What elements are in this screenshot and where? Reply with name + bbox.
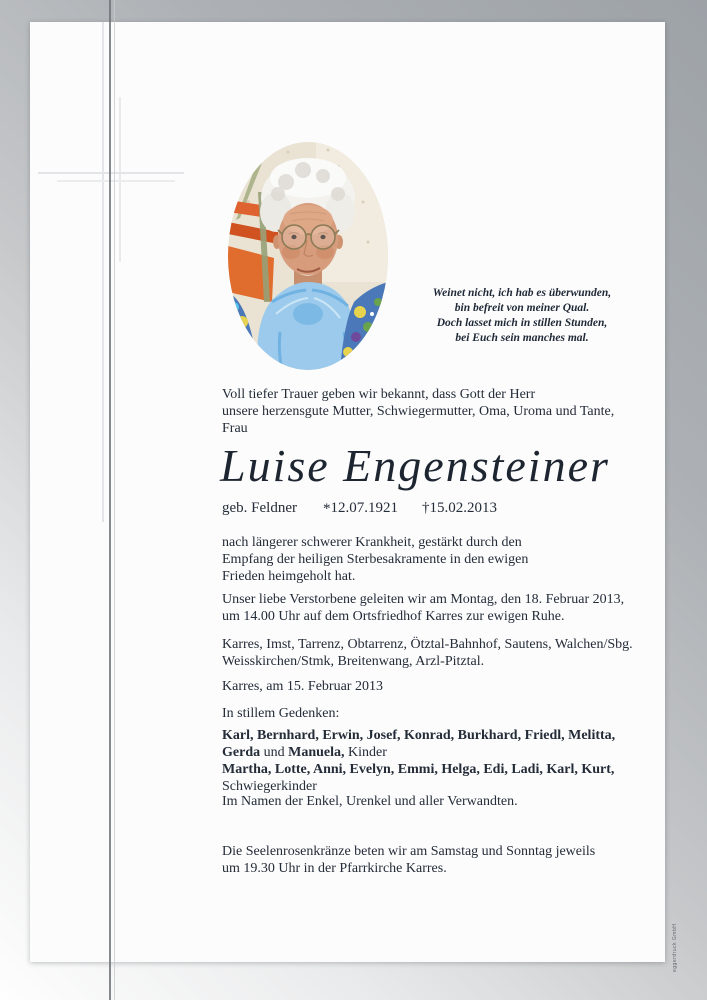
poem-line: bin befreit von meiner Qual. <box>454 302 590 314</box>
remembrance-heading <box>222 705 339 722</box>
life-dates-line <box>222 500 497 517</box>
places-paragraph <box>222 636 633 670</box>
poem-line: bei Euch sein manches mal. <box>455 332 589 344</box>
deceased-name: Luise Engensteiner <box>220 440 610 491</box>
mourners-block <box>222 727 615 795</box>
memorial-poem <box>400 286 644 346</box>
children-names-line: Karl, Bernhard, Erwin, Josef, Konrad, Burkhard, Friedl, Melitta, <box>222 728 616 743</box>
announcement-line: Frau <box>222 421 248 436</box>
birth-star-symbol: * <box>322 501 331 517</box>
remembrance-heading-text: In stillem Gedenken: <box>222 706 340 721</box>
illness-line: Frieden heimgeholt hat. <box>222 569 356 584</box>
announcement-paragraph <box>222 386 614 437</box>
relatives-line <box>222 793 518 810</box>
death-cross-symbol: † <box>421 500 430 516</box>
children-names-line <box>222 744 615 761</box>
cross-watermark-horizontal-2 <box>57 180 175 182</box>
places-line: Karres, Imst, Tarrenz, Obtarrenz, Ötztal-Bahnhof, Sautens, Walchen/Sbg. <box>222 637 633 652</box>
birth-date: 12.07.1921 <box>330 500 398 516</box>
poem-line: Weinet nicht, ich hab es überwunden, <box>432 287 612 299</box>
funeral-line: Unser liebe Verstorbene geleiten wir am Montag, den 18. Februar 2013, <box>222 592 625 607</box>
cross-watermark-horizontal <box>38 172 184 174</box>
dateline <box>222 678 383 695</box>
portrait-photo <box>228 142 388 370</box>
illness-line: Empfang der heiligen Sterbesakramente in den ewigen <box>222 552 529 567</box>
places-line: Weisskirchen/Stmk, Breitenwang, Arzl-Pitztal. <box>222 654 485 669</box>
illness-paragraph <box>222 534 528 585</box>
child-name: Gerda <box>222 745 261 760</box>
relatives-text: Im Namen der Enkel, Urenkel und aller Verwandten. <box>222 794 518 809</box>
funeral-line: um 14.00 Uhr auf dem Ortsfriedhof Karres zur ewigen Ruhe. <box>222 609 565 624</box>
death-date: 15.02.2013 <box>429 500 497 516</box>
children-label: Kinder <box>344 745 387 760</box>
announcement-line: Voll tiefer Trauer geben wir bekannt, dass Gott der Herr <box>222 387 536 402</box>
fold-line-dark <box>109 0 111 1000</box>
cross-watermark-vertical <box>102 22 104 522</box>
announcement-line: unsere herzensgute Mutter, Schwiegermutter, Oma, Uroma und Tante, <box>222 404 615 419</box>
inlaws-names-line: Martha, Lotte, Anni, Evelyn, Emmi, Helga, Edi, Ladi, Karl, Kurt, <box>222 762 615 777</box>
printer-mark: eggerdruck GmbH <box>672 923 678 972</box>
rosary-line: Die Seelenrosenkränze beten wir am Samstag und Sonntag jeweils <box>222 844 596 859</box>
maiden-name: geb. Feldner <box>222 500 297 516</box>
inlaws-label: Schwiegerkinder <box>222 779 317 794</box>
child-name: Manuela, <box>288 745 345 760</box>
fold-line-light <box>114 0 115 1000</box>
rosary-line: um 19.30 Uhr in der Pfarrkirche Karres. <box>222 861 447 876</box>
connector-text: und <box>260 745 289 760</box>
illness-line: nach längerer schwerer Krankheit, gestärkt durch den <box>222 535 522 550</box>
poem-line: Doch lasset mich in stillen Stunden, <box>436 317 608 329</box>
funeral-paragraph <box>222 591 624 625</box>
dateline-text: Karres, am 15. Februar 2013 <box>222 679 383 694</box>
rosary-paragraph <box>222 843 595 877</box>
